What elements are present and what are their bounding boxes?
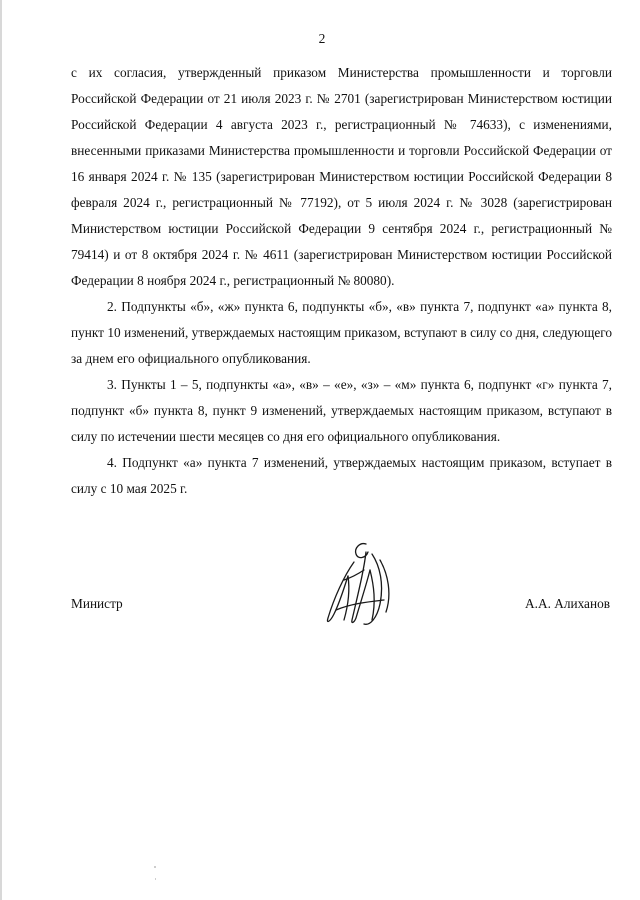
signatory-title: Министр xyxy=(71,596,123,611)
document-body xyxy=(71,60,612,502)
scan-speck xyxy=(155,878,156,880)
signatory-name: А.А. Алиханов xyxy=(525,596,610,611)
paragraph-4: 4. Подпункт «а» пункта 7 изменений, утверждаемых настоящим приказом, вступает в силу с 10 мая 2025 г. xyxy=(71,455,612,496)
handwritten-signature xyxy=(314,540,410,632)
paragraph-continuation: с их согласия, утвержденный приказом Министерства промышленности и торговли Российской Федерации от 21 июля 2023 г. № 2701 (зарегистрирован Министерством юстиции Российской Федерации 4 августа 2023 г., регистрационный № 74633), с изменениями, внесенными приказами Министерства промышленности и торговли Российской Федерации от 16 января 2024 г. № 135 (зарегистрирован Министерством юстиции Российской Федерации 8 февраля 2024 г., регистрационный № 77192), от 5 июля 2024 г. № 3028 (зарегистрирован Министерством юстиции Российской Федерации 9 сентября 2024 г., регистрационный № 79414) и от 8 октября 2024 г. № 4611 (зарегистрирован Министерством юстиции Российской Федерации 8 ноября 2024 г., регистрационный № 80080). xyxy=(71,65,612,288)
paragraph-2: 2. Подпункты «б», «ж» пункта 6, подпункты «б», «в» пункта 7, подпункт «а» пункта 8, пункт 10 изменений, утверждаемых настоящим приказом, вступают в силу со дня, следующего за днем его официального опубликования. xyxy=(71,299,612,366)
page-number: 2 xyxy=(318,31,326,46)
scan-speck xyxy=(154,866,156,868)
paragraph-3: 3. Пункты 1 – 5, подпункты «а», «в» – «е», «з» – «м» пункта 6, подпункт «г» пункта 7, подпункт «б» пункта 8, пункт 9 изменений, утверждаемых настоящим приказом, вступают в силу по истечении шести месяцев со дня его официального опубликования. xyxy=(71,377,612,444)
